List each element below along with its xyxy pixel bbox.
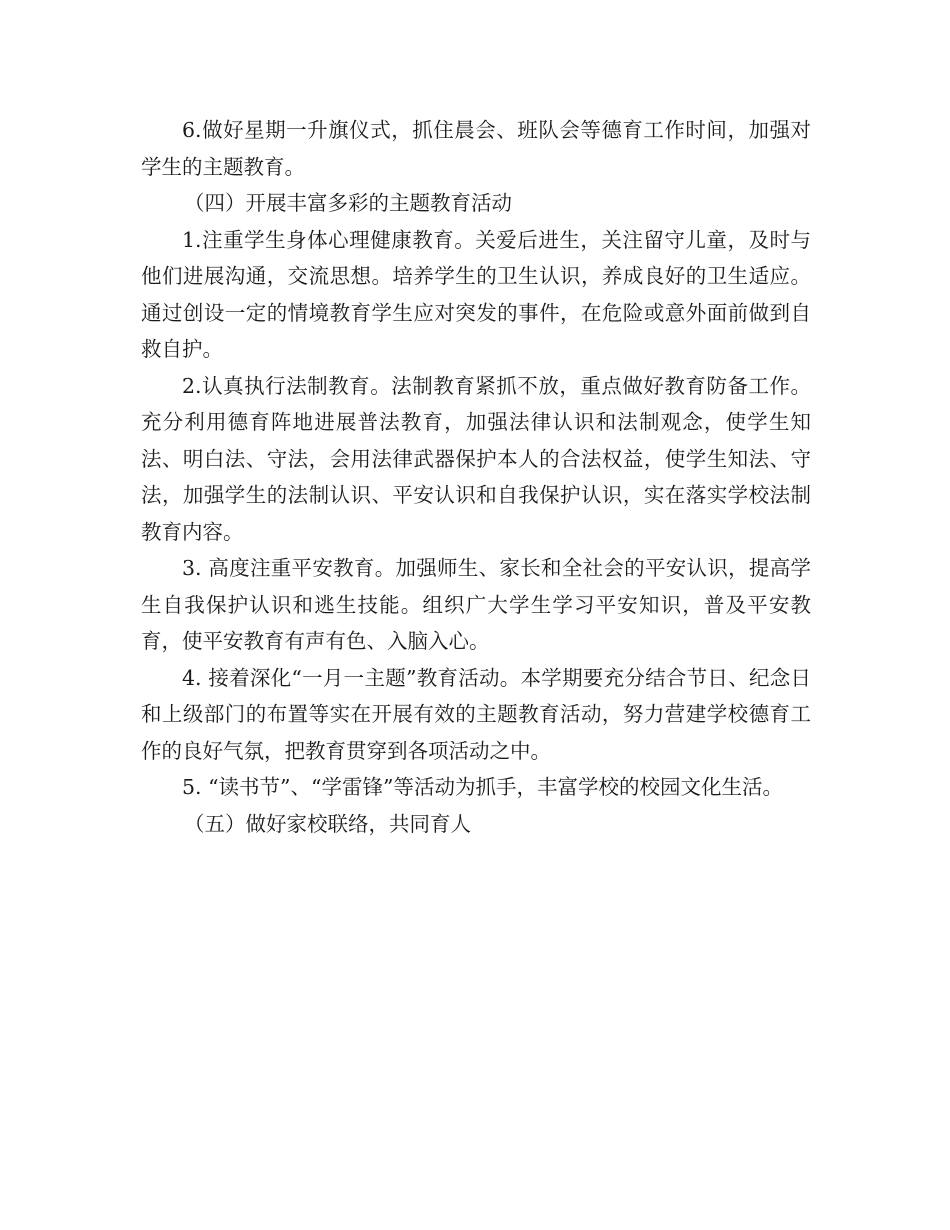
paragraph-item-2: 2.认真执行法制教育。法制教育紧抓不放，重点做好教育防备工作。充分利用德育阵地进展普法教育，加强法律认识和法制观念，使学生知法、明白法、守法，会用法律武器保护本人的合法权益，使学生知法、守法，加强学生的法制认识、平安认识和自我保护认识，实在落实学校法制教育内容。 [141,373,811,544]
section-heading-4: （四）开展丰富多彩的主题教育活动 [184,191,512,215]
document-body [141,112,811,842]
paragraph-item-3: 3. 高度注重平安教育。加强师生、家长和全社会的平安认识，提高学生自我保护认识和逃生技能。组织广大学生学习平安知识，普及平安教育，使平安教育有声有色、入脑入心。 [141,556,811,653]
paragraph-item-5: 5. “读书节”、“学雷锋”等活动为抓手，丰富学校的校园文化生活。 [182,775,783,799]
section-heading-5: （五）做好家校联络，共同育人 [184,811,471,836]
paragraph-item-6: 6.做好星期一升旗仪式，抓住晨会、班队会等德育工作时间，加强对学生的主题教育。 [141,118,811,179]
paragraph-item-4: 4. 接着深化“一月一主题”教育活动。本学期要充分结合节日、纪念日和上级部门的布置等实在开展有效的主题教育活动，努力营建学校德育工作的良好气氛，把教育贯穿到各项活动之中。 [141,665,811,763]
paragraph-item-1: 1.注重学生身体心理健康教育。关爱后进生，关注留守儿童，及时与他们进展沟通，交流思想。培养学生的卫生认识，养成良好的卫生适应。通过创设一定的情境教育学生应对突发的事件，在危险或意外面前做到自救自护。 [141,227,811,361]
